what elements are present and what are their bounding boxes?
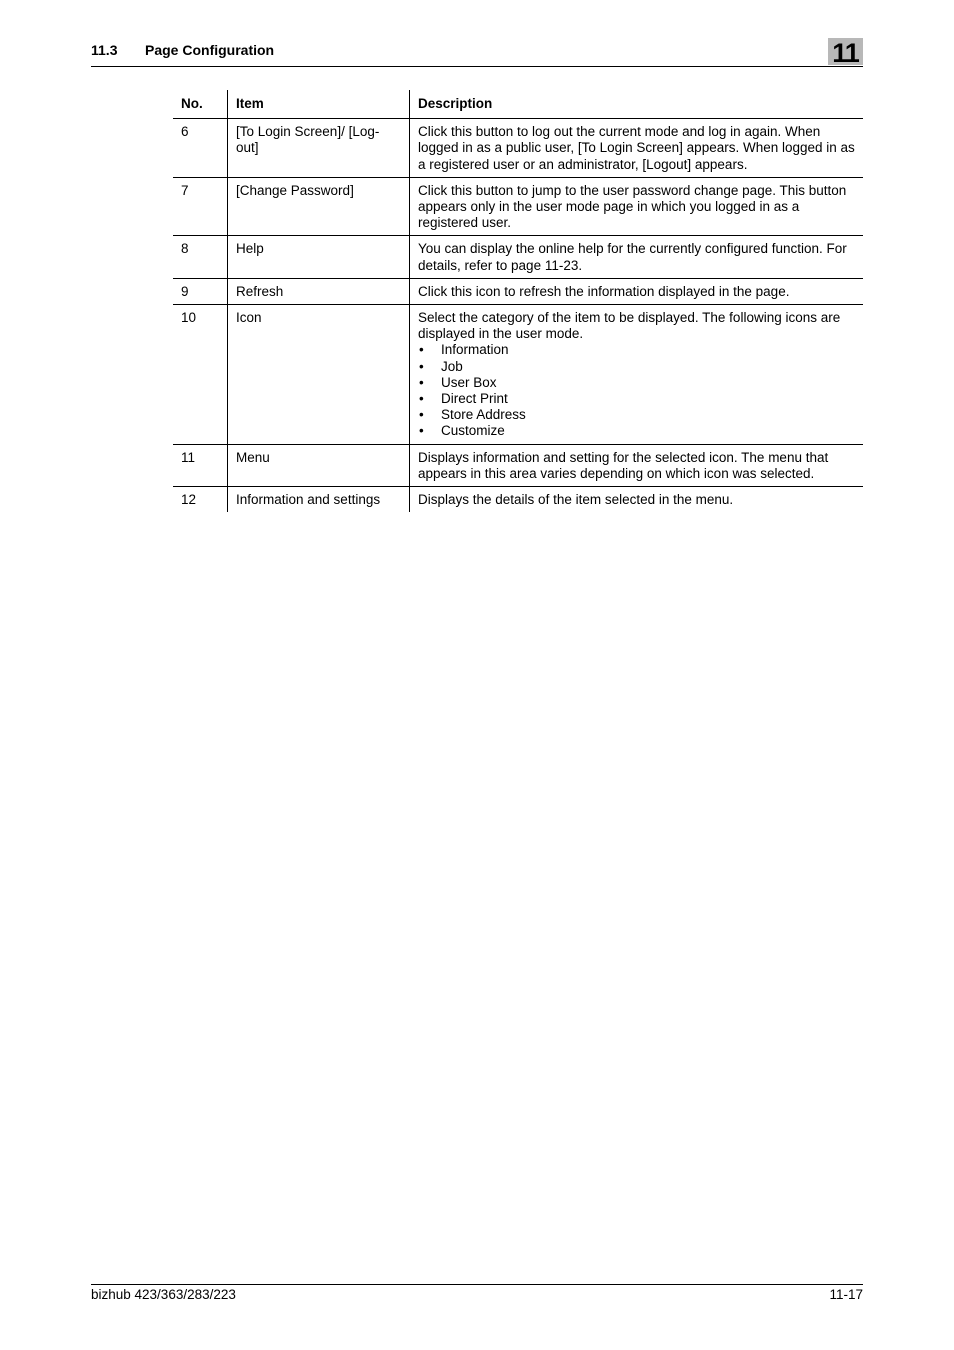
- section-title: Page Configuration: [145, 42, 275, 58]
- row-description: Displays information and setting for the selected icon. The menu that appears in this area varies depending on which icon was selected.: [410, 444, 864, 486]
- table-row: [173, 487, 863, 513]
- row-number: 8: [181, 241, 189, 257]
- row-description: Select the category of the item to be displayed. The following icons are displayed in the user mode.: [418, 310, 841, 342]
- configuration-table: [173, 90, 863, 512]
- page-header: [91, 40, 863, 67]
- chapter-number: 11: [832, 38, 859, 68]
- section-number: 11.3: [91, 42, 118, 58]
- row-item: Information and settings: [228, 487, 410, 513]
- column-header-description: Description: [410, 90, 864, 119]
- model-name: bizhub 423/363/283/223: [91, 1287, 236, 1302]
- row-item: [To Login Screen]/ [Log-out]: [228, 119, 410, 178]
- table-row: [173, 444, 863, 486]
- row-number: 11: [181, 449, 196, 465]
- list-item: • Information: [418, 342, 855, 358]
- row-description-cell: [410, 305, 864, 445]
- row-description: Click this button to log out the current mode and log in again. When logged in as a public user, [To Login Screen] appears. When logged in as a registered user or an administrator, [Logout] appears.: [410, 119, 864, 178]
- column-header-no: No.: [181, 96, 203, 111]
- row-number: 7: [181, 182, 189, 198]
- list-item: • Store Address: [418, 407, 855, 423]
- row-number: 12: [181, 492, 197, 508]
- row-description: You can display the online help for the currently configured function. For details, refer to page 11-23.: [410, 236, 864, 278]
- table-header-row: [173, 90, 863, 119]
- list-item: • User Box: [418, 375, 855, 391]
- row-description: Click this icon to refresh the information displayed in the page.: [410, 278, 864, 304]
- icon-category-list: [418, 342, 855, 439]
- page-number: 11-17: [829, 1287, 863, 1302]
- row-item: Help: [228, 236, 410, 278]
- table-row: [173, 236, 863, 278]
- row-number: 6: [181, 124, 189, 140]
- row-number: 10: [181, 310, 197, 326]
- table-row: [173, 278, 863, 304]
- row-description: Click this button to jump to the user password change page. This button appears only in the user mode page in which you logged in as a registered user.: [410, 177, 864, 236]
- row-item: Icon: [228, 305, 410, 445]
- column-header-item: Item: [228, 90, 410, 119]
- row-item: Menu: [228, 444, 410, 486]
- row-item: [Change Password]: [228, 177, 410, 236]
- chapter-badge: [828, 38, 863, 68]
- list-item: • Direct Print: [418, 391, 855, 407]
- list-item: • Customize: [418, 423, 855, 439]
- table-row: [173, 177, 863, 236]
- row-number: 9: [181, 283, 189, 299]
- row-item: Refresh: [228, 278, 410, 304]
- table-row: [173, 119, 863, 178]
- page-footer: [91, 1284, 863, 1309]
- list-item: • Job: [418, 359, 855, 375]
- table-row: [173, 305, 863, 445]
- row-description: Displays the details of the item selected in the menu.: [410, 487, 864, 513]
